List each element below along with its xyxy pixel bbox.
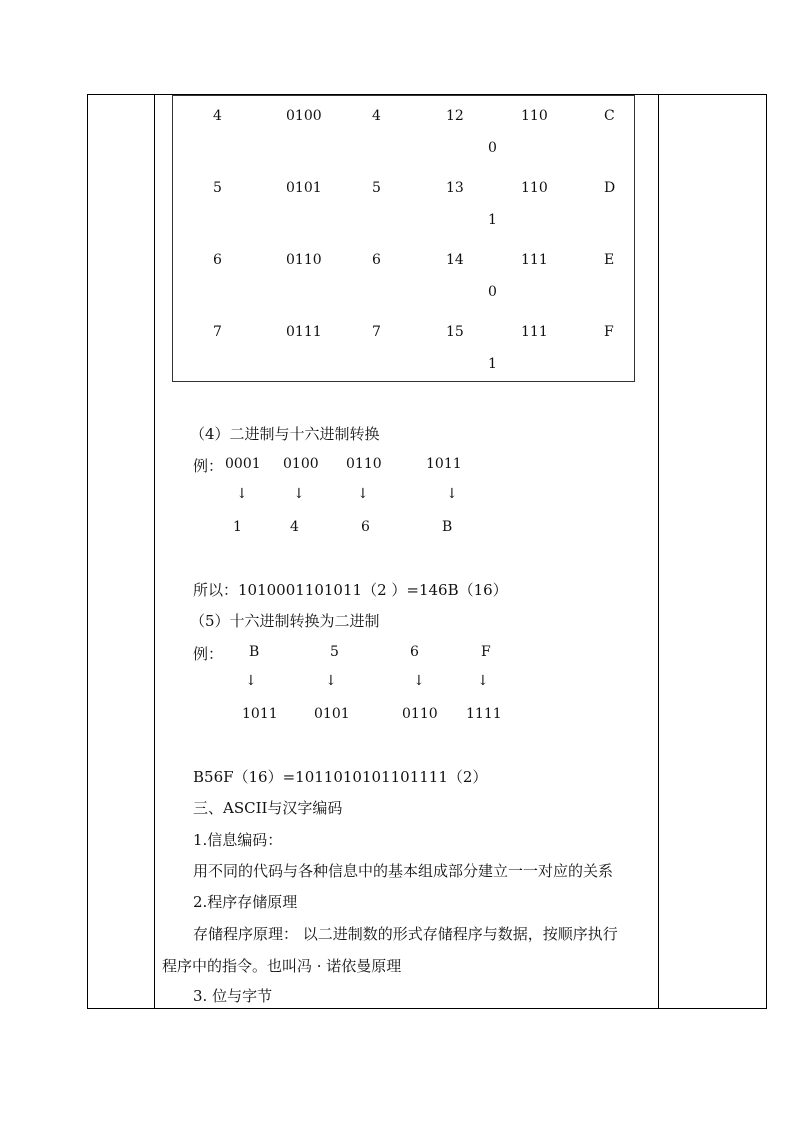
table-cell-bin: 0100	[286, 108, 322, 124]
table-cell-bin2-top: 111	[521, 324, 548, 340]
table-cell-hex: D	[604, 180, 616, 196]
binary-group: 0100	[283, 456, 319, 472]
hex-result: B	[442, 519, 453, 535]
hex-digit: B	[249, 644, 260, 660]
down-arrow-icon: ↓	[293, 486, 305, 502]
hex-digit: F	[481, 644, 491, 660]
hex-digit: 6	[410, 644, 419, 660]
item-text: 用不同的代码与各种信息中的基本组成部分建立一一对应的关系	[193, 862, 614, 880]
table-cell-hex: C	[604, 108, 615, 124]
table-cell-bin: 0111	[286, 324, 322, 340]
table-cell-oct: 4	[372, 108, 381, 124]
table-cell-dec2: 12	[446, 108, 464, 124]
down-arrow-icon: ↓	[413, 673, 425, 689]
outer-table-col-divider-2	[658, 94, 659, 1009]
down-arrow-icon: ↓	[446, 486, 458, 502]
table-cell-bin2-top: 111	[521, 252, 548, 268]
table-cell-bin: 0110	[286, 252, 322, 268]
table-cell-dec2: 14	[446, 252, 464, 268]
table-cell-bin2-bottom: 0	[488, 140, 497, 156]
conversion-conclusion: B56F（16）=1011010101101111（2）	[193, 768, 488, 786]
item-title: 2.程序存储原理	[193, 893, 298, 911]
down-arrow-icon: ↓	[477, 673, 489, 689]
table-cell-dec2: 13	[446, 180, 464, 196]
binary-result: 1011	[242, 706, 278, 722]
example-prefix: 例：	[193, 645, 224, 663]
outer-table-col-divider-1	[154, 94, 155, 1009]
table-cell-oct: 7	[372, 324, 381, 340]
item-text: 存储程序原理： 以二进制数的形式存储程序与数据，按顺序执行	[193, 925, 618, 943]
table-cell-oct: 5	[372, 180, 381, 196]
section-heading: （4）二进制与十六进制转换	[190, 425, 380, 443]
item-title: 3. 位与字节	[193, 987, 273, 1005]
table-cell-bin2-bottom: 1	[488, 356, 497, 372]
hex-result: 1	[233, 519, 242, 535]
table-cell-bin2-top: 110	[521, 108, 548, 124]
down-arrow-icon: ↓	[236, 486, 248, 502]
table-cell-bin2-bottom: 1	[488, 212, 497, 228]
table-cell-bin2-bottom: 0	[488, 284, 497, 300]
example-prefix: 例：	[193, 457, 224, 475]
chapter-heading: 三、ASCII与汉字编码	[193, 799, 343, 817]
table-cell-dec2: 15	[446, 324, 464, 340]
conversion-conclusion: 所以：1010001101011（2 ）=146B（16）	[193, 581, 508, 599]
down-arrow-icon: ↓	[357, 486, 369, 502]
binary-group: 0110	[346, 456, 382, 472]
table-cell-dec: 7	[213, 324, 222, 340]
table-cell-hex: F	[604, 324, 614, 340]
table-cell-dec: 4	[213, 108, 222, 124]
binary-result: 1111	[466, 706, 502, 722]
item-title: 1.信息编码：	[193, 831, 283, 849]
hex-result: 4	[290, 519, 299, 535]
hex-digit: 5	[330, 644, 339, 660]
table-cell-dec: 5	[213, 180, 222, 196]
table-cell-bin2-top: 110	[521, 180, 548, 196]
outer-table-right-border	[766, 94, 767, 1009]
table-cell-dec: 6	[213, 252, 222, 268]
outer-table-bottom-border	[87, 1008, 767, 1009]
section-heading: （5）十六进制转换为二进制	[190, 612, 380, 630]
outer-table-left-border	[87, 94, 88, 1009]
item-text: 程序中的指令。也叫冯 · 诺依曼原理	[162, 957, 402, 975]
binary-group: 1011	[426, 456, 462, 472]
down-arrow-icon: ↓	[325, 673, 337, 689]
down-arrow-icon: ↓	[245, 673, 257, 689]
binary-group: 0001	[225, 456, 261, 472]
binary-result: 0101	[314, 706, 350, 722]
binary-result: 0110	[402, 706, 438, 722]
table-cell-bin: 0101	[286, 180, 322, 196]
table-cell-hex: E	[604, 252, 615, 268]
conversion-table	[172, 95, 635, 382]
table-cell-oct: 6	[372, 252, 381, 268]
hex-result: 6	[361, 519, 370, 535]
